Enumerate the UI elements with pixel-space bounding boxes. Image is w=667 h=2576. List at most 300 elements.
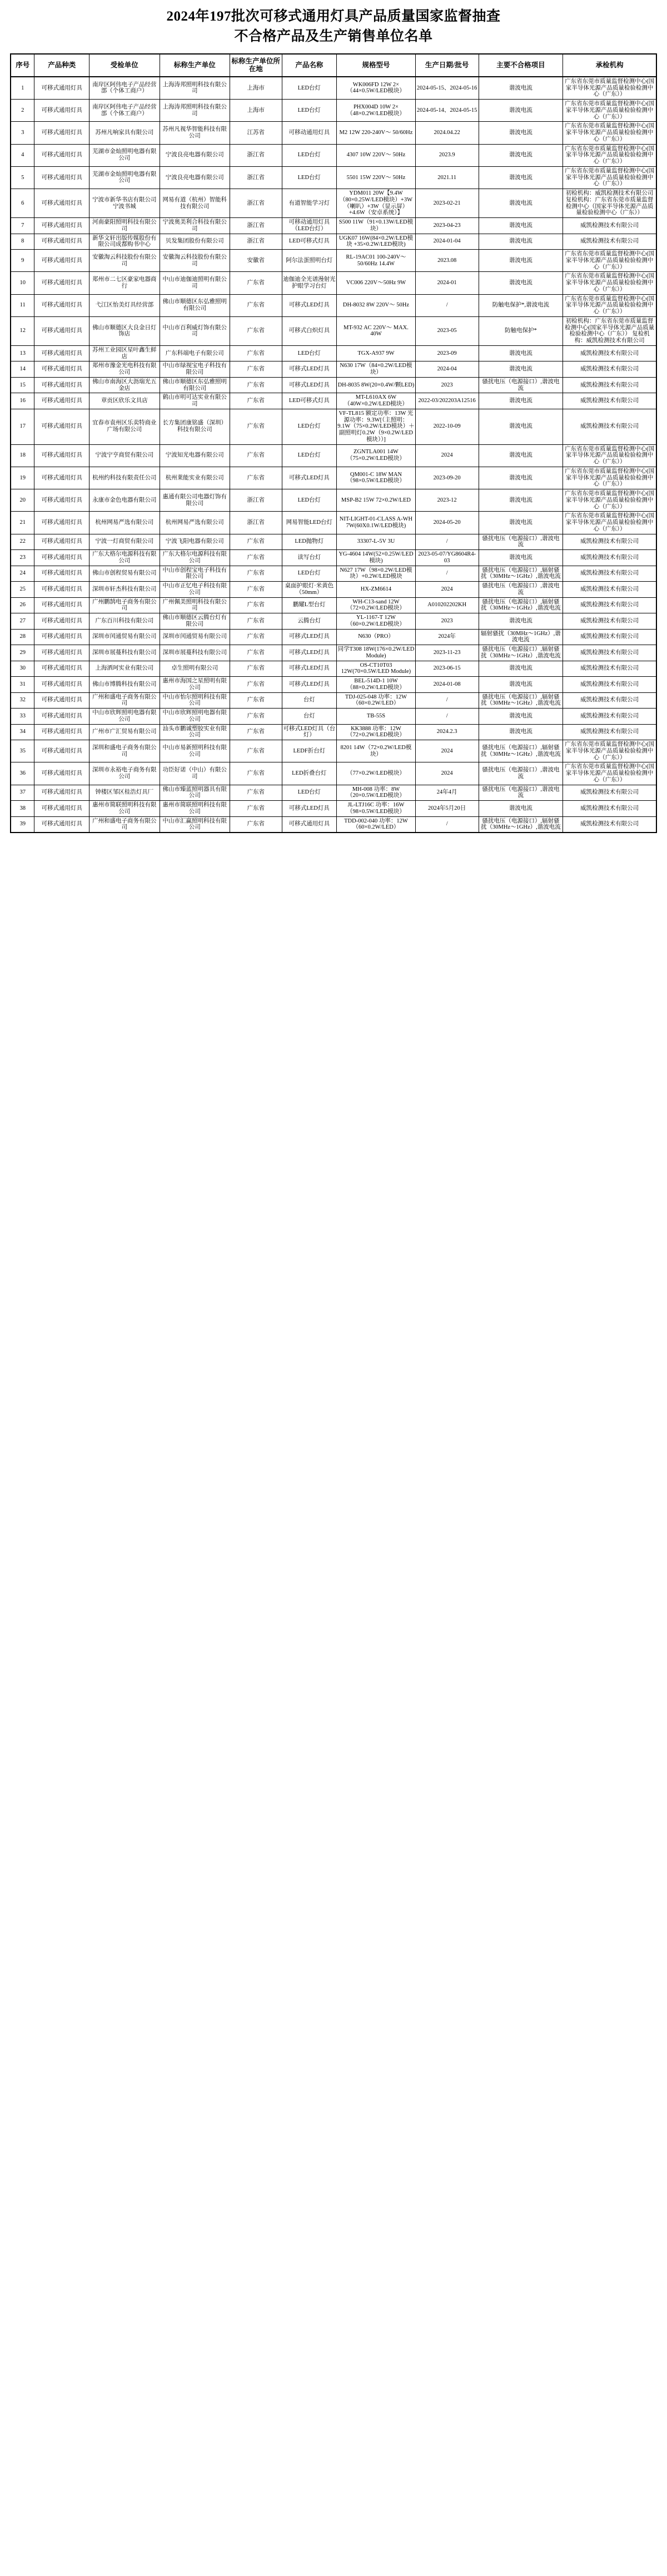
- cell-production-date: 2023.08: [415, 250, 479, 272]
- cell-manufacturer-location: 广东省: [230, 467, 282, 489]
- cell-inspected-unit: 佛山市南海区大沥瑞光五金店: [89, 377, 160, 393]
- column-header-inspected-unit: 受检单位: [89, 54, 160, 77]
- table-row: [11, 724, 656, 740]
- cell-testing-organization: 初检机构：威凯检测技术有限公司 复检机构：广东省东莞市质量监督检测中心（国家半导体光源产品质量检验检测中心（广东））: [563, 189, 656, 218]
- cell-product-kind: 可移式通用灯具: [34, 345, 89, 361]
- table-row: [11, 294, 656, 316]
- cell-product-kind: 可移式通用灯具: [34, 361, 89, 378]
- cell-production-date: 2024-05-20: [415, 512, 479, 534]
- cell-row-index: 35: [11, 740, 34, 762]
- cell-manufacturer: 功臣好诺（中山）有限公司: [160, 762, 230, 785]
- cell-specification: N630（PRO）: [337, 629, 416, 645]
- cell-product-kind: 可移式通用灯具: [34, 724, 89, 740]
- cell-manufacturer-location: 广东省: [230, 785, 282, 801]
- cell-production-date: 2024-01: [415, 272, 479, 294]
- cell-failed-items: 谐波电流: [479, 467, 563, 489]
- cell-row-index: 33: [11, 709, 34, 725]
- cell-product-name: 云腾台灯: [282, 613, 337, 630]
- cell-row-index: 10: [11, 272, 34, 294]
- cell-product-name: LED台灯: [282, 409, 337, 444]
- cell-product-kind: 可移式通用灯具: [34, 409, 89, 444]
- cell-manufacturer-location: 广东省: [230, 645, 282, 661]
- cell-production-date: 2023: [415, 613, 479, 630]
- cell-specification: VC006 220V～50Hz 9W: [337, 272, 416, 294]
- cell-specification: ZGNTLA001 14W（75×0.2W/LED模块）: [337, 444, 416, 467]
- cell-specification: KK3888 功率：12W（72×0.2W/LED模块）: [337, 724, 416, 740]
- table-row: [11, 316, 656, 345]
- table-row: [11, 361, 656, 378]
- cell-specification: N630 17W（84×0.2W/LED模块）: [337, 361, 416, 378]
- cell-product-name: 台灯: [282, 692, 337, 709]
- cell-product-name: 可移式LED灯具: [282, 677, 337, 693]
- cell-manufacturer-location: 广东省: [230, 816, 282, 833]
- cell-manufacturer-location: 浙江省: [230, 166, 282, 189]
- cell-testing-organization: 广东省东莞市质量监督检测中心(国家半导体光源产品质量检验检测中心（广东））: [563, 144, 656, 166]
- cell-specification: WK006FD 12W 2×（44×0.5W/LED模块）: [337, 77, 416, 100]
- cell-production-date: /: [415, 709, 479, 725]
- table-row: [11, 144, 656, 166]
- cell-product-kind: 可移式通用灯具: [34, 629, 89, 645]
- table-row: [11, 444, 656, 467]
- cell-specification: BEL-514D-1 10W（88×0.2W/LED模块）: [337, 677, 416, 693]
- cell-product-kind: 可移式通用灯具: [34, 234, 89, 250]
- cell-product-kind: 可移式通用灯具: [34, 709, 89, 725]
- cell-testing-organization: 威凯检测技术有限公司: [563, 234, 656, 250]
- cell-inspected-unit: 惠州市简联照明科技有限公司: [89, 801, 160, 817]
- cell-manufacturer-location: 上海市: [230, 77, 282, 100]
- cell-specification: JL-LTJ16C 功率：16W（98×0.5W/LED模块）: [337, 801, 416, 817]
- cell-specification: YG-4604 14W(52×0.25W/LED模块): [337, 550, 416, 566]
- cell-manufacturer: 惠州市简联照明科技有限公司: [160, 801, 230, 817]
- cell-specification: TGX-A937 9W: [337, 345, 416, 361]
- table-row: [11, 467, 656, 489]
- cell-testing-organization: 威凯检测技术有限公司: [563, 597, 656, 613]
- cell-manufacturer: 中山市绿视宝电子科技有限公司: [160, 361, 230, 378]
- table-row: [11, 234, 656, 250]
- cell-manufacturer-location: 广东省: [230, 762, 282, 785]
- table-row: [11, 661, 656, 677]
- cell-manufacturer-location: 广东省: [230, 740, 282, 762]
- cell-specification: YDM011 20W【9.4W（80×0.25W/LED模块）+3W（喇叭）+3W（显示屏）+4.6W（安卓系统）】: [337, 189, 416, 218]
- cell-manufacturer-location: 广东省: [230, 377, 282, 393]
- cell-inspected-unit: 广州市广汇贸易有限公司: [89, 724, 160, 740]
- cell-manufacturer: 苏州凡视华智能科技有限公司: [160, 122, 230, 144]
- cell-failed-items: 谐波电流: [479, 234, 563, 250]
- cell-inspected-unit: 安徽淘云科技股份有限公司: [89, 250, 160, 272]
- cell-product-name: LED台灯: [282, 100, 337, 122]
- cell-production-date: 2023: [415, 377, 479, 393]
- cell-manufacturer: 安徽淘云科技股份有限公司: [160, 250, 230, 272]
- cell-production-date: 2022-03/202203A12516: [415, 393, 479, 409]
- cell-testing-organization: 威凯检测技术有限公司: [563, 534, 656, 550]
- table-row: [11, 393, 656, 409]
- cell-inspected-unit: 广东大格尔电源科技有限公司: [89, 550, 160, 566]
- cell-production-date: 2023-04-23: [415, 218, 479, 234]
- cell-row-index: 2: [11, 100, 34, 122]
- cell-product-kind: 可移式通用灯具: [34, 444, 89, 467]
- cell-row-index: 17: [11, 409, 34, 444]
- cell-product-name: LED台灯: [282, 77, 337, 100]
- cell-failed-items: 防触电保护*: [479, 316, 563, 345]
- cell-manufacturer: 中山市正忆电子科技有限公司: [160, 582, 230, 598]
- cell-production-date: 2023-06-15: [415, 661, 479, 677]
- cell-row-index: 30: [11, 661, 34, 677]
- cell-failed-items: 骚扰电压（电源接口）,谐波电流: [479, 582, 563, 598]
- cell-manufacturer-location: 广东省: [230, 629, 282, 645]
- column-header-manufacturer: 标称生产单位: [160, 54, 230, 77]
- cell-failed-items: 骚扰电压（电源接口）,谐波电流: [479, 377, 563, 393]
- cell-row-index: 3: [11, 122, 34, 144]
- column-header-product-kind: 产品种类: [34, 54, 89, 77]
- cell-testing-organization: 威凯检测技术有限公司: [563, 566, 656, 582]
- cell-product-kind: 可移式通用灯具: [34, 316, 89, 345]
- cell-manufacturer: 深圳市展蔓科技有限公司: [160, 645, 230, 661]
- cell-testing-organization: 威凯检测技术有限公司: [563, 582, 656, 598]
- cell-product-name: LED折叠台灯: [282, 762, 337, 785]
- column-header-production-date: 生产日期/批号: [415, 54, 479, 77]
- cell-manufacturer: 深圳市闰通贸易有限公司: [160, 629, 230, 645]
- table-row: [11, 345, 656, 361]
- cell-failed-items: 谐波电流: [479, 677, 563, 693]
- cell-specification: TDJ-025-048 功率：12W（60×0.2W/LED）: [337, 692, 416, 709]
- cell-row-index: 22: [11, 534, 34, 550]
- cell-specification: RL-19AC01 100-240V～50/60Hz 14.4W: [337, 250, 416, 272]
- cell-inspected-unit: 上海洒珂实业有限公司: [89, 661, 160, 677]
- cell-production-date: 2024-04: [415, 361, 479, 378]
- cell-production-date: 2021.11: [415, 166, 479, 189]
- cell-product-kind: 可移式通用灯具: [34, 566, 89, 582]
- table-row: [11, 629, 656, 645]
- cell-production-date: 2024年5月20日: [415, 801, 479, 817]
- cell-product-name: LED台灯: [282, 444, 337, 467]
- inspection-results-table: [10, 53, 657, 833]
- cell-production-date: 2023-11-23: [415, 645, 479, 661]
- cell-manufacturer: 佛山市顺德区云腾台灯有限公司: [160, 613, 230, 630]
- table-row: [11, 709, 656, 725]
- cell-product-name: 有道智能学习灯: [282, 189, 337, 218]
- cell-product-name: 网易智能LED台灯: [282, 512, 337, 534]
- cell-manufacturer: 长方集团康铭盛（深圳）科技有限公司: [160, 409, 230, 444]
- cell-testing-organization: 广东省东莞市质量监督检测中心(国家半导体光源产品质量检验检测中心（广东））: [563, 294, 656, 316]
- cell-failed-items: 谐波电流: [479, 709, 563, 725]
- cell-production-date: 2024: [415, 582, 479, 598]
- column-header-index: 序号: [11, 54, 34, 77]
- cell-specification: 33307-L-5V 3U: [337, 534, 416, 550]
- cell-row-index: 27: [11, 613, 34, 630]
- page-title: [0, 0, 667, 46]
- cell-manufacturer: 惠州市海国之星照明有限公司: [160, 677, 230, 693]
- cell-row-index: 34: [11, 724, 34, 740]
- cell-product-kind: 可移式通用灯具: [34, 534, 89, 550]
- cell-manufacturer: 惠通有限公司电器灯饰有限公司: [160, 489, 230, 512]
- cell-product-name: 可移动通用灯具（LED台灯）: [282, 218, 337, 234]
- table-row: [11, 677, 656, 693]
- cell-inspected-unit: 广州和盛电子商务有限公司: [89, 816, 160, 833]
- page-title-line-2: 不合格产品及生产销售单位名单: [234, 28, 433, 44]
- cell-production-date: 2024-05-14、2024-05-15: [415, 100, 479, 122]
- cell-product-kind: 可移式通用灯具: [34, 144, 89, 166]
- cell-manufacturer-location: 浙江省: [230, 144, 282, 166]
- cell-product-name: 可移式LED灯具: [282, 467, 337, 489]
- cell-testing-organization: 广东省东莞市质量监督检测中心(国家半导体光源产品质量检验检测中心（广东））: [563, 762, 656, 785]
- cell-manufacturer-location: 江苏省: [230, 122, 282, 144]
- cell-inspected-unit: 杭州约科技有限责任公司: [89, 467, 160, 489]
- cell-manufacturer: 上海涛邦照明科技有限公司: [160, 100, 230, 122]
- cell-failed-items: 骚扰电压（电源接口）,谐波电流: [479, 534, 563, 550]
- cell-product-name: LED台灯: [282, 785, 337, 801]
- cell-production-date: 2023-12: [415, 489, 479, 512]
- cell-inspected-unit: 佛山市博腾科技有限公司: [89, 677, 160, 693]
- cell-product-kind: 可移式通用灯具: [34, 801, 89, 817]
- cell-production-date: 2024-05-15、2024-05-16: [415, 77, 479, 100]
- cell-testing-organization: 威凯检测技术有限公司: [563, 801, 656, 817]
- cell-production-date: 2024.2.3: [415, 724, 479, 740]
- cell-testing-organization: 广东省东莞市质量监督检测中心(国家半导体光源产品质量检验检测中心（广东））: [563, 100, 656, 122]
- cell-manufacturer: 佛山市臻蓝照明器具有限公司: [160, 785, 230, 801]
- cell-product-name: 可移式LED灯具: [282, 361, 337, 378]
- cell-product-name: 可移式白炽灯具: [282, 316, 337, 345]
- cell-production-date: 2024.04.22: [415, 122, 479, 144]
- cell-specification: DH-8035 8W(20×0.4W/颗LED): [337, 377, 416, 393]
- cell-manufacturer-location: 广东省: [230, 272, 282, 294]
- cell-testing-organization: 威凯检测技术有限公司: [563, 409, 656, 444]
- cell-specification: 4307 10W 220V～ 50Hz: [337, 144, 416, 166]
- cell-testing-organization: 威凯检测技术有限公司: [563, 393, 656, 409]
- cell-manufacturer-location: 广东省: [230, 692, 282, 709]
- cell-product-kind: 可移式通用灯具: [34, 762, 89, 785]
- cell-row-index: 12: [11, 316, 34, 345]
- cell-manufacturer: 广州佩美照明科技有限公司: [160, 597, 230, 613]
- table-row: [11, 489, 656, 512]
- cell-product-kind: 可移式通用灯具: [34, 597, 89, 613]
- cell-specification: YL-1167-T 12W（60×0.2W/LED模块）: [337, 613, 416, 630]
- table-row: [11, 100, 656, 122]
- cell-specification: MH-008 功率：8W（20×0.5W/LED模块）: [337, 785, 416, 801]
- cell-specification: OS-CT10T03 12W(70×0.5W/LED Module): [337, 661, 416, 677]
- cell-product-name: LED台灯: [282, 345, 337, 361]
- cell-specification: TDD-002-040 功率：12W（60×0.2W/LED）: [337, 816, 416, 833]
- cell-product-kind: 可移式通用灯具: [34, 218, 89, 234]
- cell-row-index: 1: [11, 77, 34, 100]
- cell-row-index: 5: [11, 166, 34, 189]
- cell-product-name: LEDF折台灯: [282, 740, 337, 762]
- cell-failed-items: 辐射骚扰（30MHz～1GHz）,谐波电流: [479, 629, 563, 645]
- cell-product-kind: 可移式通用灯具: [34, 550, 89, 566]
- cell-failed-items: 谐波电流: [479, 613, 563, 630]
- cell-specification: QM001-C 18W MAN（98×0.5W/LED模块）: [337, 467, 416, 489]
- cell-row-index: 8: [11, 234, 34, 250]
- cell-production-date: 2023-09: [415, 345, 479, 361]
- cell-manufacturer: 鹤山市明可达实业有限公司: [160, 393, 230, 409]
- cell-inspected-unit: 宁波一灯商贸有限公司: [89, 534, 160, 550]
- cell-production-date: 2023-09-20: [415, 467, 479, 489]
- cell-inspected-unit: 深圳和盛电子商务有限公司: [89, 740, 160, 762]
- table-row: [11, 512, 656, 534]
- cell-product-kind: 可移式通用灯具: [34, 692, 89, 709]
- cell-inspected-unit: 苏州工业园区星叶鑫生鲜店: [89, 345, 160, 361]
- cell-production-date: 2023-02-21: [415, 189, 479, 218]
- cell-product-name: 鹏耀L型台灯: [282, 597, 337, 613]
- cell-row-index: 7: [11, 218, 34, 234]
- cell-manufacturer-location: 广东省: [230, 409, 282, 444]
- cell-specification: WH-C13-sand 12W（72×0.2W/LED模块）: [337, 597, 416, 613]
- cell-row-index: 19: [11, 467, 34, 489]
- cell-failed-items: 骚扰电压（电源接口）,辐射骚扰（30MHz～1GHz）,谐波电流: [479, 566, 563, 582]
- cell-product-kind: 可移式通用灯具: [34, 489, 89, 512]
- cell-row-index: 4: [11, 144, 34, 166]
- cell-product-name: 可移式LED灯具: [282, 294, 337, 316]
- cell-failed-items: 谐波电流: [479, 661, 563, 677]
- cell-manufacturer-location: 广东省: [230, 801, 282, 817]
- cell-row-index: 24: [11, 566, 34, 582]
- cell-manufacturer: 宁波良亮电器有限公司: [160, 144, 230, 166]
- cell-row-index: 28: [11, 629, 34, 645]
- cell-manufacturer-location: 浙江省: [230, 512, 282, 534]
- cell-specification: N627 17W（98×0.2W/LED模块）+0.2W/LED模块: [337, 566, 416, 582]
- cell-production-date: 2023-05: [415, 316, 479, 345]
- cell-product-kind: 可移式通用灯具: [34, 393, 89, 409]
- cell-manufacturer: 佛山市顺德区东弘雅照明有限公司: [160, 294, 230, 316]
- cell-inspected-unit: 深圳市永裕电子商务有限公司: [89, 762, 160, 785]
- table-row: [11, 534, 656, 550]
- cell-product-name: 可移式LED灯具: [282, 645, 337, 661]
- cell-manufacturer: 广东大格尔电源科技有限公司: [160, 550, 230, 566]
- cell-product-name: 迪伽迪全光谱漫射光护眼学习台灯: [282, 272, 337, 294]
- cell-testing-organization: 威凯检测技术有限公司: [563, 816, 656, 833]
- cell-production-date: A010202202KH: [415, 597, 479, 613]
- table-row: [11, 550, 656, 566]
- cell-manufacturer: 杭州网易严选有限公司: [160, 512, 230, 534]
- cell-failed-items: 谐波电流: [479, 724, 563, 740]
- cell-testing-organization: 初检机构：广东省东莞市质量监督检测中心(国家半导体光源产品质量检验检测中心（广东）） 复检机构：威凯检测技术有限公司: [563, 316, 656, 345]
- cell-manufacturer-location: 安徽省: [230, 250, 282, 272]
- cell-specification: TB-55S: [337, 709, 416, 725]
- cell-manufacturer-location: 广东省: [230, 345, 282, 361]
- cell-testing-organization: 威凯检测技术有限公司: [563, 550, 656, 566]
- cell-testing-organization: 威凯检测技术有限公司: [563, 218, 656, 234]
- cell-product-name: 可移式LED灯具: [282, 377, 337, 393]
- cell-testing-organization: 威凯检测技术有限公司: [563, 785, 656, 801]
- cell-specification: MT-932 AC 220V～ MAX. 40W: [337, 316, 416, 345]
- cell-row-index: 13: [11, 345, 34, 361]
- cell-manufacturer-location: 广东省: [230, 294, 282, 316]
- cell-inspected-unit: 宁波市新华书店有限公司宁波书城: [89, 189, 160, 218]
- cell-specification: UGK07 16W(84×0.2W/LED模块 +35×0.2W/LED模块): [337, 234, 416, 250]
- cell-inspected-unit: 河南豪阳照明科技有限公司: [89, 218, 160, 234]
- cell-specification: 8201 14W（72×0.2W/LED模块）: [337, 740, 416, 762]
- cell-manufacturer-location: 广东省: [230, 597, 282, 613]
- column-header-testing-organization: 承检机构: [563, 54, 656, 77]
- cell-testing-organization: 威凯检测技术有限公司: [563, 724, 656, 740]
- cell-manufacturer-location: 广东省: [230, 677, 282, 693]
- cell-specification: 5501 15W 220V～ 50Hz: [337, 166, 416, 189]
- cell-product-name: LED可移式灯具: [282, 234, 337, 250]
- table-row: [11, 377, 656, 393]
- cell-specification: （77×0.2W/LED模块）: [337, 762, 416, 785]
- table-header-row: [11, 54, 656, 77]
- cell-product-kind: 可移式通用灯具: [34, 645, 89, 661]
- cell-testing-organization: 广东省东莞市质量监督检测中心(国家半导体光源产品质量检验检测中心（广东））: [563, 512, 656, 534]
- table-row: [11, 272, 656, 294]
- cell-specification: VF-TL815 额定功率：13W 光源功率：9.3W[（主照明：9.1W（75×0.2W/LED模块）＋副照明灯0.2W（9×0.2W/LED模块））]: [337, 409, 416, 444]
- cell-product-kind: 可移式通用灯具: [34, 272, 89, 294]
- cell-failed-items: 谐波电流: [479, 345, 563, 361]
- cell-manufacturer-location: 上海市: [230, 100, 282, 122]
- column-header-failed-items: 主要不合格项目: [479, 54, 563, 77]
- column-header-specification: 规格型号: [337, 54, 416, 77]
- cell-failed-items: 谐波电流: [479, 77, 563, 100]
- cell-product-kind: 可移式通用灯具: [34, 122, 89, 144]
- table-row: [11, 250, 656, 272]
- cell-production-date: 2024-01-04: [415, 234, 479, 250]
- cell-manufacturer: 中山市怡尔照明科技有限公司: [160, 692, 230, 709]
- cell-manufacturer: 汕头市鹏诚塑胶实业有限公司: [160, 724, 230, 740]
- cell-testing-organization: 广东省东莞市质量监督检测中心(国家半导体光源产品质量检验检测中心（广东））: [563, 122, 656, 144]
- cell-manufacturer-location: 广东省: [230, 613, 282, 630]
- cell-failed-items: 骚扰电压（电源接口）,辐射骚扰（30MHz～1GHz）,谐波电流: [479, 645, 563, 661]
- cell-manufacturer: 宁波飞阳电器有限公司: [160, 534, 230, 550]
- cell-inspected-unit: 佛山市创程贸易有限公司: [89, 566, 160, 582]
- cell-failed-items: 骚扰电压（电源接口）,辐射骚扰（30MHz～1GHz）,谐波电流: [479, 692, 563, 709]
- cell-product-kind: 可移式通用灯具: [34, 740, 89, 762]
- cell-row-index: 29: [11, 645, 34, 661]
- cell-specification: MT-L610AX 6W（40W×0.2W/LED模块）: [337, 393, 416, 409]
- cell-inspected-unit: 钟楼区邹区桂浩灯具厂: [89, 785, 160, 801]
- document-page: [0, 0, 667, 833]
- cell-failed-items: 防触电保护*,谐波电流: [479, 294, 563, 316]
- cell-inspected-unit: 深圳市展蔓科技有限公司: [89, 645, 160, 661]
- cell-product-name: 可移式LED灯具: [282, 661, 337, 677]
- cell-failed-items: 谐波电流: [479, 361, 563, 378]
- cell-manufacturer: 上海涛邦照明科技有限公司: [160, 77, 230, 100]
- cell-manufacturer-location: 广东省: [230, 709, 282, 725]
- cell-testing-organization: 威凯检测技术有限公司: [563, 361, 656, 378]
- cell-failed-items: 谐波电流: [479, 218, 563, 234]
- cell-product-name: 桌面护眼灯·米黄色（50mm）: [282, 582, 337, 598]
- cell-manufacturer: 宁波知光电器有限公司: [160, 444, 230, 467]
- cell-manufacturer: 中山市迪伽迪照明有限公司: [160, 272, 230, 294]
- cell-failed-items: 谐波电流: [479, 801, 563, 817]
- cell-specification: DH-8032 8W 220V～ 50Hz: [337, 294, 416, 316]
- cell-testing-organization: 威凯检测技术有限公司: [563, 377, 656, 393]
- cell-production-date: 2022-10-09: [415, 409, 479, 444]
- cell-inspected-unit: 芜湖市金灿照明电器有限公司: [89, 144, 160, 166]
- cell-product-name: 可移式LED灯具（台灯）: [282, 724, 337, 740]
- cell-production-date: 2023.9: [415, 144, 479, 166]
- table-row: [11, 166, 656, 189]
- cell-inspected-unit: 杭州网易严选有限公司: [89, 512, 160, 534]
- table-header: [11, 54, 656, 77]
- cell-manufacturer: 宁波良亮电器有限公司: [160, 166, 230, 189]
- cell-product-kind: 可移式通用灯具: [34, 189, 89, 218]
- cell-specification: PHX004D 10W 2×（48×0.2W/LED模块）: [337, 100, 416, 122]
- cell-product-name: 阿尔法蛋照明台灯: [282, 250, 337, 272]
- cell-row-index: 39: [11, 816, 34, 833]
- cell-inspected-unit: 中山市欣辉照明电器有限公司: [89, 709, 160, 725]
- cell-row-index: 14: [11, 361, 34, 378]
- table-row: [11, 692, 656, 709]
- cell-product-name: LED台灯: [282, 489, 337, 512]
- cell-product-kind: 可移式通用灯具: [34, 785, 89, 801]
- cell-manufacturer: 中山市创程宝电子科技有限公司: [160, 566, 230, 582]
- cell-row-index: 18: [11, 444, 34, 467]
- cell-production-date: 2024: [415, 740, 479, 762]
- cell-product-kind: 可移式通用灯具: [34, 250, 89, 272]
- cell-inspected-unit: 弋江区怡美灯具经营部: [89, 294, 160, 316]
- cell-row-index: 6: [11, 189, 34, 218]
- cell-manufacturer-location: 广东省: [230, 393, 282, 409]
- cell-product-name: LED台灯: [282, 144, 337, 166]
